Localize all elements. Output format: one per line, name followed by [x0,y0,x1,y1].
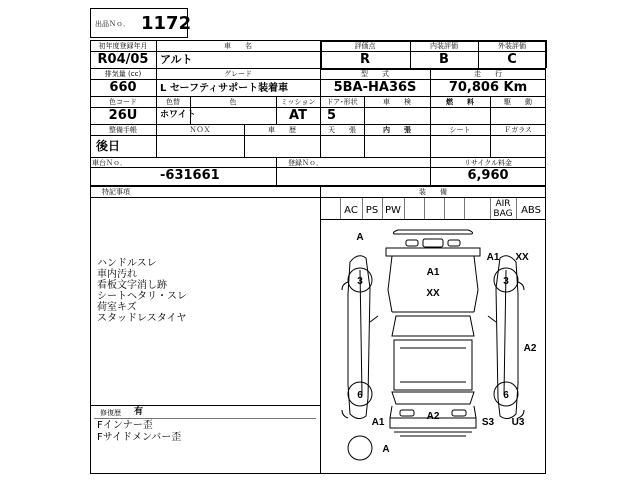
equip-airbag: AIR BAG [493,199,513,219]
remark-line: スタッドレスタイヤ [97,313,187,324]
exterior-grade-label: 外装評価 [498,42,526,50]
car-name-value: アルト [160,53,193,66]
mileage-label: 走 行 [474,70,502,78]
seat-label: シート [449,126,471,134]
code-rear-left: A1 [371,417,385,428]
code-left-rear-wheel: 6 [357,390,363,401]
drive-label: 駆 動 [504,98,532,106]
repair-line: Fインナー歪 [97,420,153,431]
color-code-value: 26U [108,108,138,123]
remark-line: 車内汚れ [97,269,137,280]
equip-abs: ABS [521,205,541,216]
recycle-value: 6,960 [467,168,509,183]
code-front-top: A [356,232,364,243]
code-left-front-wheel: 3 [357,276,363,287]
equip-pw: PW [385,205,401,216]
lot-number-box [90,8,192,38]
nox-label: ＮＯＸ [189,126,211,134]
code-rear-center: A2 [426,411,440,422]
equip-ps: PS [365,205,379,216]
mission-label: ミッション [280,98,316,106]
interior-trim-label: 内 張 [383,126,411,134]
manual-value: 後日 [96,139,121,153]
exterior-grade-value: C [507,52,517,67]
glass-label: Ｆガラス [504,126,532,134]
car-diagram [320,220,546,474]
reg-date-value: R04/05 [97,52,149,67]
color-label: 色 [229,98,237,106]
grade-value: L セーフティサポート装着車 [160,83,289,94]
chassis-value: -631661 [160,168,220,183]
score-value: R [359,52,370,67]
repair-line: Fサイドメンバー歪 [97,432,182,443]
mileage-value: 70,806 Km [448,80,528,95]
color-code-label: 色コード [109,98,137,106]
remark-line: シートヘタリ・スレ [97,291,187,302]
code-right-front-fender: A1 [486,252,500,263]
recolor-label: 色替 [166,98,180,106]
interior-grade-label: 内装評価 [430,42,458,50]
displacement-value: 660 [109,80,137,95]
model-value: 5BA-HA36S [333,80,417,95]
equipment-label: 装 備 [419,188,447,196]
code-right-front-wheel: 3 [503,276,509,287]
grade-label: グレード [224,70,252,78]
remark-line: ハンドルスレ [97,258,157,269]
remarks-label: 特記事項 [102,188,130,196]
model-label: 型 式 [361,70,389,78]
code-right-front-xx: XX [515,252,529,263]
inspection-label: 車 検 [383,98,411,106]
code-hood: A1 [426,267,440,278]
repair-label: 修復歴 [100,409,121,417]
code-rear-right: S3 [481,417,495,428]
remark-line: 看板文字消し跡 [97,280,167,291]
fuel-label: 燃 料 [446,98,474,106]
chassis-label: 車台Ｎｏ． [92,159,127,167]
equip-ac: AC [344,205,358,216]
doors-value: 5 [327,108,337,123]
manual-label: 整備手帳 [109,126,137,134]
interior-grade-value: B [439,52,449,67]
code-spare: A [382,444,390,455]
code-hood-xx: XX [426,288,440,299]
doors-label: ドア･形状 [326,98,358,106]
recycle-label: リサイクル料金 [463,159,513,167]
displacement-label: 排気量 (cc) [104,70,142,78]
mission-value: AT [289,108,307,123]
lot-number: 1172 [141,13,192,34]
remark-line: 荷室キズ [97,302,137,313]
code-rear-right2: U3 [511,417,525,428]
code-right-rear-wheel: 6 [503,390,509,401]
car-name-label: 車 名 [224,42,252,50]
color-value: ホワイト [160,110,196,120]
ceiling-label: 天 張 [328,126,356,134]
lot-label: 出品Ｎｏ． [95,20,130,28]
reg-date-label: 初年度登録年月 [98,42,148,50]
registration-label: 登録Ｎｏ． [288,159,323,167]
code-right-side: A2 [523,343,537,354]
history-label: 車 歴 [268,126,296,134]
repair-value: 有 [134,407,144,417]
score-label: 評価点 [354,42,376,50]
